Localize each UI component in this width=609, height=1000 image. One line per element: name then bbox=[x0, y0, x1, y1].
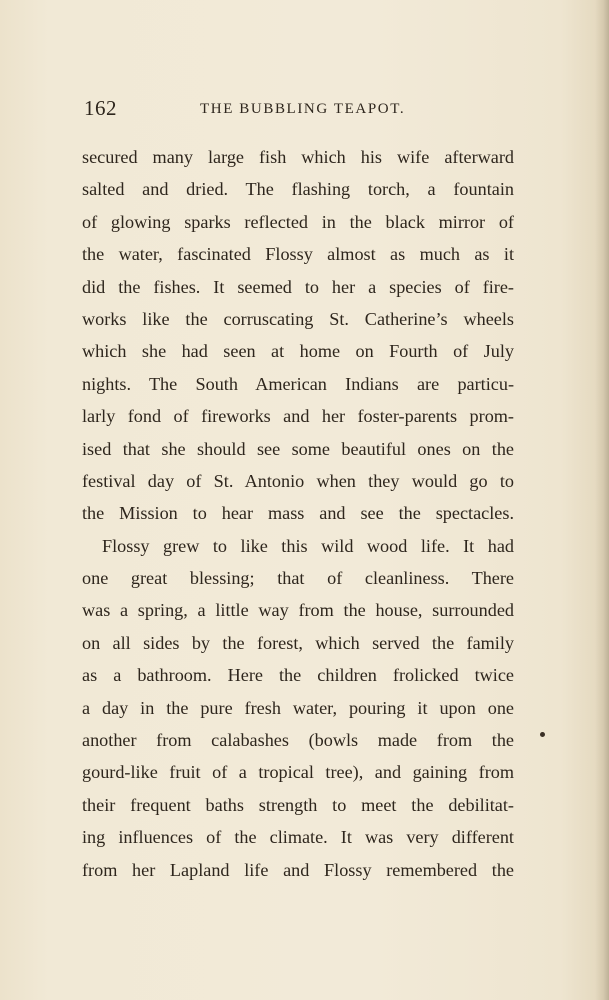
text-line: a day in the pure fresh water, pouring it upon one bbox=[82, 697, 514, 718]
text-line: ing influences of the climate. It was very different bbox=[82, 827, 514, 848]
text-line: which she had seen at home on Fourth of July bbox=[82, 341, 514, 362]
text-line: salted and dried. The flashing torch, a fountain bbox=[82, 179, 514, 200]
text-line: as a bathroom. Here the children frolicked twice bbox=[82, 665, 514, 686]
text-line: their frequent baths strength to meet the debilitat- bbox=[82, 794, 514, 815]
text-line: ised that she should see some beautiful ones on the bbox=[82, 438, 514, 459]
body-text bbox=[82, 141, 514, 886]
running-head bbox=[84, 96, 515, 120]
page-edge-shadow bbox=[595, 0, 609, 1000]
text-line: one great blessing; that of cleanliness. There bbox=[82, 568, 514, 589]
text-line: of glowing sparks reflected in the black mirror of bbox=[82, 211, 514, 232]
text-line: the water, fascinated Flossy almost as much as it bbox=[82, 244, 514, 265]
text-line: nights. The South American Indians are particu- bbox=[82, 373, 514, 394]
text-line: Flossy grew to like this wild wood life. It had bbox=[102, 535, 514, 556]
text-line: did the fishes. It seemed to her a species of fire- bbox=[82, 276, 514, 297]
text-line: festival day of St. Antonio when they would go to bbox=[82, 470, 514, 491]
text-line: works like the corruscating St. Catherine’s wheels bbox=[82, 308, 514, 329]
text-line: secured many large fish which his wife afterward bbox=[82, 147, 514, 167]
text-line: on all sides by the forest, which served the family bbox=[82, 632, 514, 653]
page-number: 162 bbox=[84, 96, 117, 120]
text-line: was a spring, a little way from the house, surrounded bbox=[82, 600, 514, 621]
text-line: another from calabashes (bowls made from the bbox=[82, 730, 514, 751]
text-line: larly fond of fireworks and her foster-parents prom- bbox=[82, 406, 514, 427]
text-line: from her Lapland life and Flossy remembered the bbox=[82, 859, 514, 880]
ink-speck bbox=[540, 732, 545, 737]
text-line: the Mission to hear mass and see the spectacles. bbox=[82, 503, 514, 524]
running-title: THE BUBBLING TEAPOT. bbox=[200, 101, 406, 117]
text-line: gourd-like fruit of a tropical tree), and gaining from bbox=[82, 762, 514, 783]
